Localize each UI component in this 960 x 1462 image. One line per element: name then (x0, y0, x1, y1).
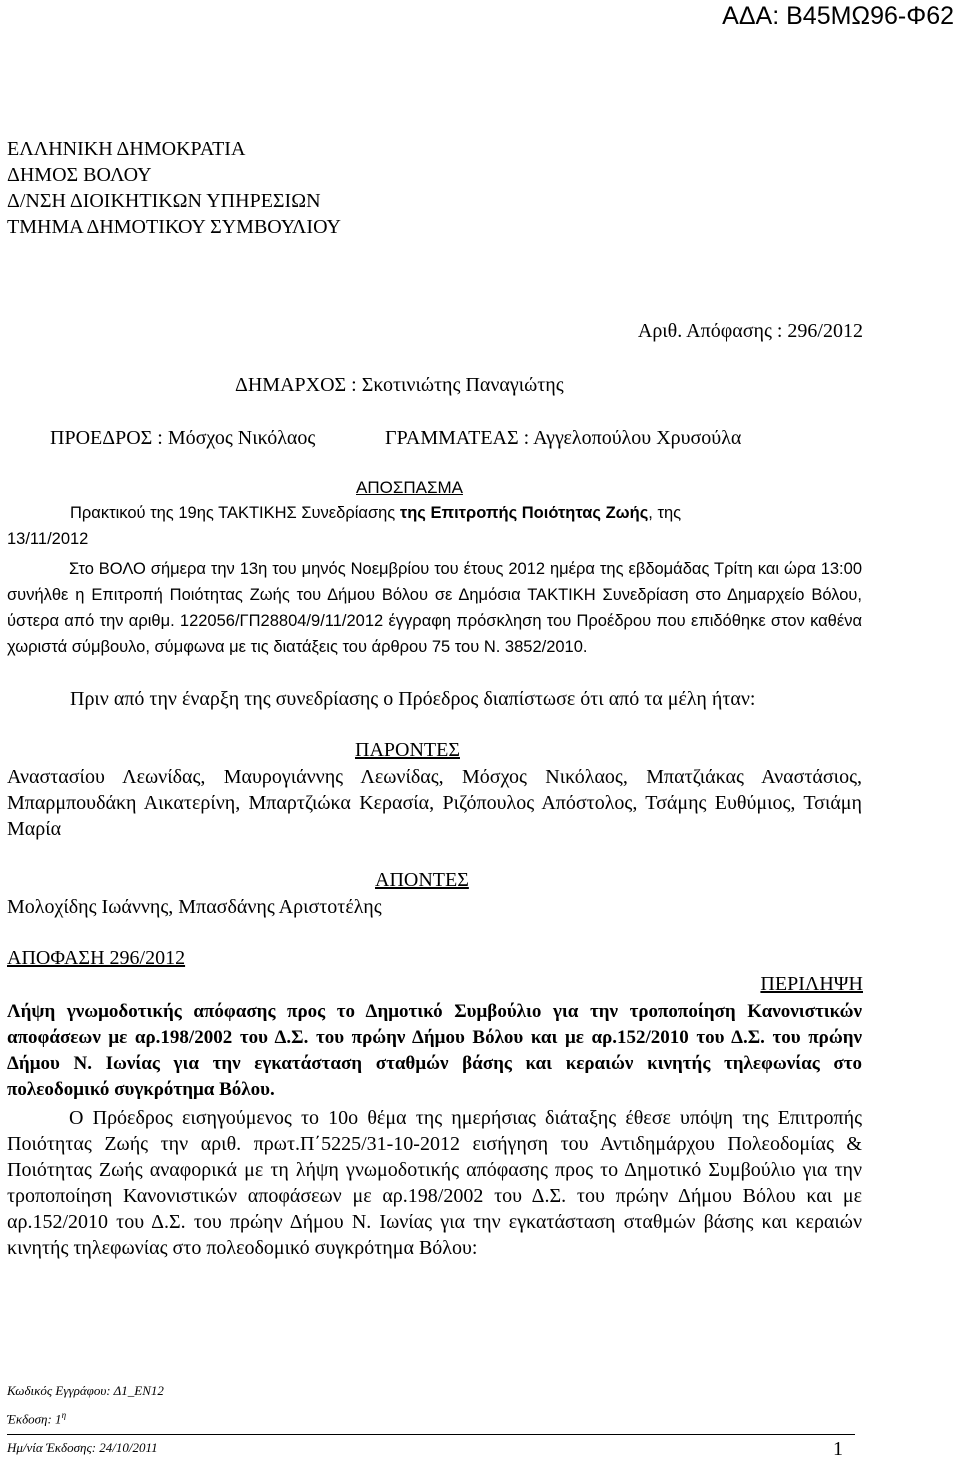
summary-title: ΠΕΡΙΛΗΨΗ (760, 973, 863, 995)
ada-code: ΑΔΑ: Β45ΜΩ96-Φ62 (722, 2, 954, 30)
minutes-suffix: , της (648, 504, 682, 522)
minutes-date: 13/11/2012 (7, 530, 89, 548)
page-number: 1 (833, 1438, 843, 1460)
present-title: ΠΑΡΟΝΤΕΣ (355, 739, 460, 761)
header-line-1: ΕΛΛΗΝΙΚΗ ΔΗΜΟΚΡΑΤΙΑ (7, 138, 246, 160)
absent-title: ΑΠΟΝΤΕΣ (375, 869, 469, 891)
mayor: ΔΗΜΑΡΧΟΣ : Σκοτινιώτης Παναγιώτης (235, 374, 564, 396)
president: ΠΡΟΕΔΡΟΣ : Μόσχος Νικόλαος (50, 427, 316, 449)
present-list: Αναστασίου Λεωνίδας, Μαυρογιάννης Λεωνίδας, Μόσχος Νικόλαος, Μπατζιάκας Αναστάσιος, Μπαρμπουδάκη Αικατερίνη, Μπαρτζιώκα Κερασία, Ριζόπουλος Απόστολος, Τσάμης Ευθύμιος, Τσιάμη Μαρία (7, 766, 862, 840)
minutes-text: Πρακτικού της 19ης ΤΑΚΤΙΚΗΣ Συνεδρίασης (70, 504, 400, 522)
committee-name: της Επιτροπής Ποιότητας Ζωής (399, 504, 649, 522)
quorum-line: Πριν από την έναρξη της συνεδρίασης ο Πρόεδρος διαπίστωσε ότι από τα μέλη ήταν: (70, 688, 756, 710)
absent-list: Μολοχίδης Ιωάννης, Μπασδάνης Αριστοτέλης (7, 896, 382, 918)
footer-edition-date: Ημ/νία Έκδοσης: 24/10/2011 (7, 1440, 158, 1455)
summary-text: Λήψη γνωμοδοτικής απόφασης προς το Δημοτικό Συμβούλιο για την τροποποίηση Κανονιστικών αποφάσεων με αρ.198/2002 του Δ.Σ. του πρώην Δήμου Βόλου και με αρ.152/2010 του Δ.Σ. του πρώην Δήμου Ν. Ιωνίας για την εγκατάσταση σταθμών βάσης και κεραιών κινητής τηλεφωνίας στο πολεοδομικό συγκρότημα Βόλου. (7, 1001, 862, 1100)
decision-title: ΑΠΟΦΑΣΗ 296/2012 (7, 947, 186, 969)
secretary: ΓΡΑΜΜΑΤΕΑΣ : Αγγελοπούλου Χρυσούλα (385, 427, 742, 449)
header-line-3: Δ/ΝΣΗ ΔΙΟΙΚΗΤΙΚΩΝ ΥΠΗΡΕΣΙΩΝ (7, 190, 321, 212)
footer-divider (7, 1434, 855, 1435)
decision-number: Αριθ. Απόφασης : 296/2012 (637, 320, 863, 342)
footer-edition (7, 1410, 66, 1427)
footer-edition-sup: η (61, 1410, 67, 1420)
intro-paragraph: Στο ΒΟΛΟ σήμερα την 13η του μηνός Νοεμβρίου του έτους 2012 ημέρα της εβδομάδας Τρίτη και ώρα 13:00 συνήλθε η Επιτροπή Ποιότητας Ζωής του Δήμου Βόλου σε Δημόσια ΤΑΚΤΙΚΗ Συνεδρίαση στο Δημαρχείο Βόλου, ύστερα από την αριθμ. 122056/ΓΠ28804/9/11/2012 έγγραφη πρόσκληση του Προέδρου που επιδόθηκε στον καθένα χωριστά σύμβουλο, σύμφωνα με τις διατάξεις του άρθρου 75 του Ν. 3852/2010. (7, 560, 862, 656)
minutes-line (70, 504, 681, 523)
footer-doc-code: Κωδικός Εγγράφου: Δ1_ΕΝ12 (7, 1383, 164, 1398)
header-line-4: ΤΜΗΜΑ ΔΗΜΟΤΙΚΟΥ ΣΥΜΒΟΥΛΙΟΥ (7, 216, 341, 238)
header-line-2: ΔΗΜΟΣ ΒΟΛΟΥ (7, 164, 152, 186)
body-paragraph: Ο Πρόεδρος εισηγούμενος το 10ο θέμα της ημερήσιας διάταξης έθεσε υπόψη της Επιτροπής Ποιότητας Ζωής την αριθ. πρωτ.Π΄5225/31-10-2012 εισήγηση του Αντιδημάρχου Πολεοδομίας & Ποιότητας Ζωής αναφορικά με τη λήψη γνωμοδοτικής απόφασης προς το Δημοτικό Συμβούλιο για την τροποποίηση Κανονιστικών αποφάσεων με αρ.198/2002 του Δ.Σ. του πρώην Δήμου Βόλου και με αρ.152/2010 του Δ.Σ. του πρώην Δήμου Ν. Ιωνίας για την εγκατάσταση σταθμών βάσης και κεραιών κινητής τηλεφωνίας στο πολεοδομικό συγκρότημα Βόλου: (7, 1107, 862, 1259)
extract-title: ΑΠΟΣΠΑΣΜΑ (356, 478, 463, 497)
footer-edition-label: Έκδοση: 1 (7, 1411, 62, 1427)
